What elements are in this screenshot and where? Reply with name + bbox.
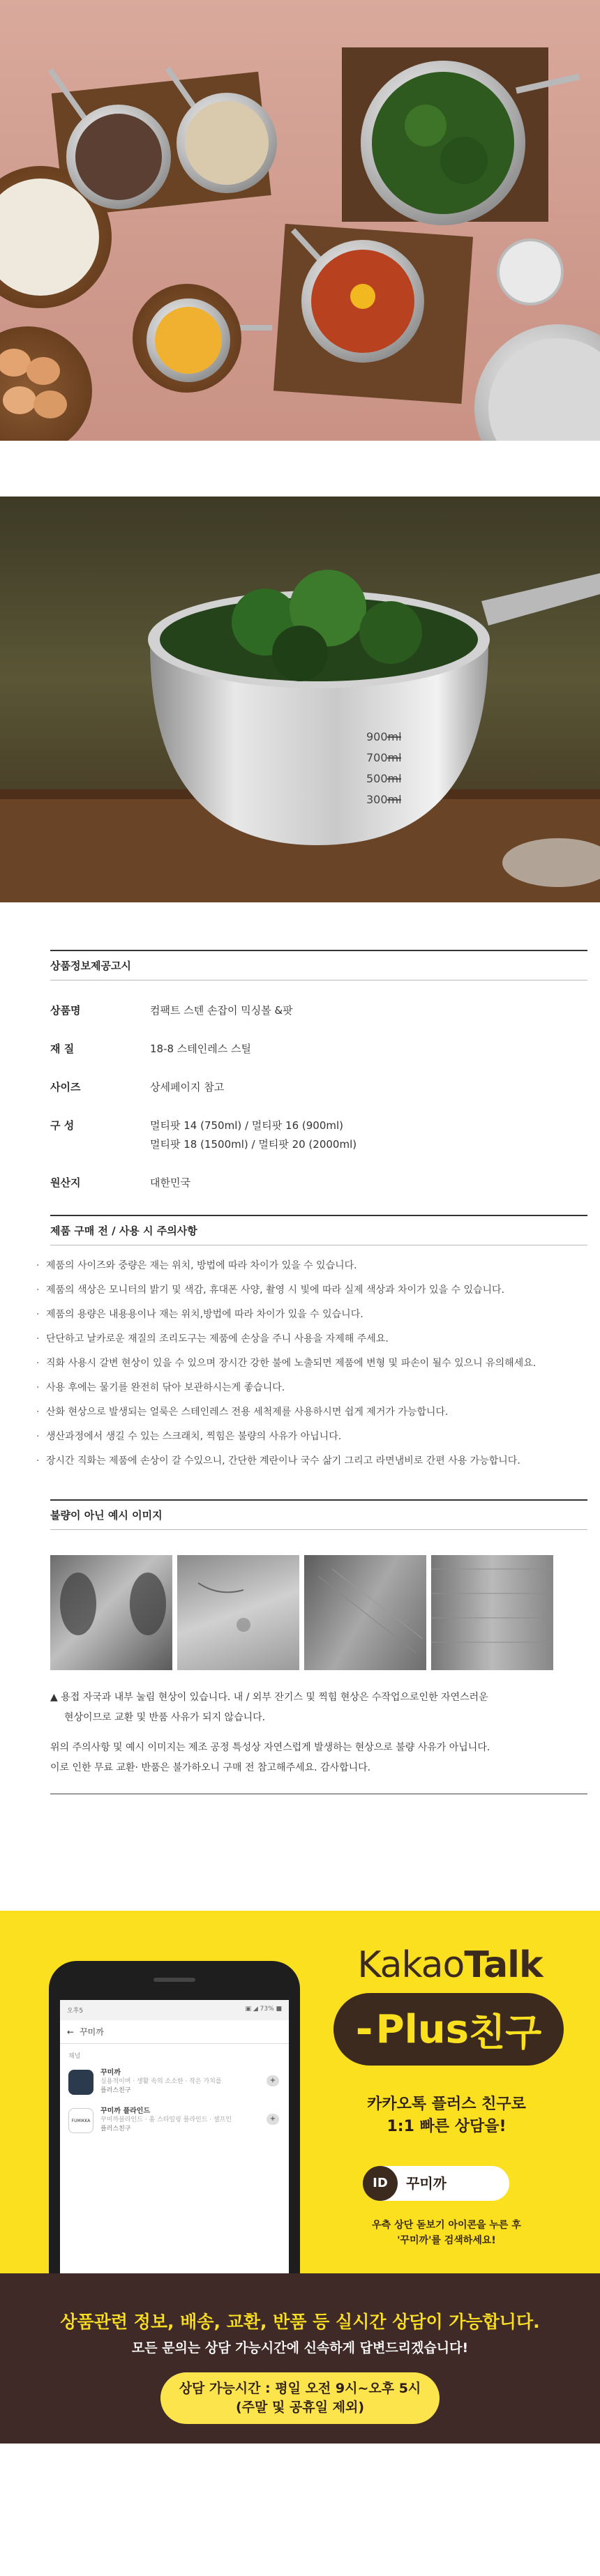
- logo-kakao: Kakao: [357, 1944, 465, 1986]
- measure-mark-1: 900ml: [366, 730, 402, 743]
- channel-1-desc: 실용적이며 · 생활 속의 소소한 · 작은 가치를: [100, 2078, 222, 2085]
- caution-item: · 산화 현상으로 발생되는 얼룩은 스테인레스 전용 세척제를 사용하시면 쉽게 제거가 가능합니다.: [38, 1400, 587, 1425]
- channel-1-name: 꾸미까: [100, 2069, 121, 2077]
- status-icons: ▣ ◢ 73% ■: [245, 2006, 282, 2013]
- phone-search-bar[interactable]: [60, 2020, 289, 2044]
- caution-title: 제품 구매 전 / 사용 시 주의사항: [50, 1215, 587, 1245]
- channel-2-avatar: FUMIKKA: [68, 2108, 93, 2133]
- channel-result-2[interactable]: [60, 2101, 289, 2139]
- product-photo-spinach-pot: [0, 497, 600, 902]
- friend-text: 친구: [469, 2010, 542, 2054]
- kakao-id-search[interactable]: [363, 2166, 509, 2201]
- tagline-1: 카카오톡 플러스 친구로: [367, 2096, 526, 2113]
- caution-item: · 생산과정에서 생길 수 있는 스크래치, 찍힘은 불량의 사유가 아닙니다.: [38, 1425, 587, 1449]
- add-channel-2-icon[interactable]: +: [267, 2114, 279, 2125]
- caution-item: · 제품의 색상은 모니터의 밝기 및 색감, 휴대폰 사양, 촬영 시 빛에 따라 실제 색상과 차이가 있을 수 있습니다.: [38, 1278, 587, 1303]
- spec-label: 원산지: [50, 1176, 81, 1189]
- spec-value: 상세페이지 참고: [150, 1081, 225, 1093]
- phone-screen: [60, 2000, 289, 2273]
- measure-mark-3: 500ml: [366, 772, 402, 785]
- spec-value: 18-8 스테인레스 스틸: [150, 1043, 252, 1055]
- product-info-section: [50, 950, 587, 1192]
- spec-row-size: [50, 1078, 587, 1097]
- defect-photo-weld: [50, 1555, 172, 1670]
- defect-photo-dent: [304, 1555, 426, 1670]
- caution-item: · 사용 후에는 물기를 완전히 닦아 보관하시는게 좋습니다.: [38, 1376, 587, 1400]
- caution-item: · 제품의 용량은 내용용이나 재는 위치,방법에 따라 차이가 있을 수 있습니다.: [38, 1303, 587, 1327]
- phone-status-bar: [60, 2000, 289, 2020]
- kakao-id-value: 꾸미까: [406, 2175, 447, 2192]
- defect-photo-surface: [431, 1555, 553, 1670]
- consult-hours: 상담 가능시간 : 평일 오전 9시~오후 5시: [179, 2381, 421, 2396]
- caution-item: · 제품의 사이즈와 중량은 재는 위치, 방법에 따라 차이가 있을 수 있습니다.: [38, 1254, 587, 1278]
- spec-value: 대한민국: [150, 1176, 190, 1189]
- logo-talk: Talk: [464, 1944, 543, 1986]
- plus-friend-badge: - Plus 친구: [333, 1993, 564, 2066]
- spec-row-name: [50, 1001, 587, 1020]
- defect-note-1-cont: 현상이므로 교환 및 반품 사유가 되지 않습니다.: [64, 1712, 266, 1723]
- consult-line-2: 모든 문의는 상담 가능시간에 신속하게 답변드리겠습니다!: [131, 2340, 469, 2356]
- channel-2-tag: 플러스친구: [100, 2126, 131, 2132]
- tagline-2: 1:1 빠른 상담을!: [387, 2118, 507, 2135]
- channel-1-avatar: [68, 2070, 93, 2095]
- caution-section: [46, 1215, 587, 1473]
- spec-value: 멀티팟 14 (750ml) / 멀티팟 16 (900ml): [150, 1119, 344, 1132]
- defect-notes: [50, 1688, 587, 1794]
- spinach-pot-illustration: [0, 497, 600, 902]
- defect-note-1: ▲ 용접 자국과 내부 눌림 현상이 있습니다. 내 / 외부 잔기스 및 찍힘 현상은 수작업으로인한 자연스러운: [50, 1692, 488, 1703]
- defect-photo-scratch: [177, 1555, 299, 1670]
- caution-item: · 직화 사용시 갈변 현상이 있을 수 있으며 장시간 강한 불에 노출되면 제품에 변형 및 파손이 될수 있으니 유의해세요.: [38, 1351, 587, 1376]
- status-time: 오후5: [67, 2008, 84, 2015]
- spec-value: 멀티팟 18 (1500ml) / 멀티팟 20 (2000ml): [150, 1138, 357, 1151]
- spec-label: 사이즈: [50, 1081, 81, 1093]
- kakaotalk-logo: [349, 1944, 551, 1986]
- kakao-plus-friend-banner: [0, 1911, 600, 2273]
- channel-2-desc: 꾸미까블라인드 · 홈 스타일링 플라인드 · 셀프인: [100, 2116, 232, 2123]
- defect-note-2: 위의 주의사항 및 예시 이미지는 제조 공정 특성상 자연스럽게 발생하는 현상으로 불량 사유가 아닙니다.: [50, 1742, 490, 1753]
- back-arrow-icon[interactable]: ←: [67, 2026, 75, 2037]
- consult-line-1: 상품관련 정보, 배송, 교환, 반품 등 실시간 상담이 가능합니다.: [60, 2312, 540, 2332]
- add-channel-1-icon[interactable]: +: [267, 2075, 279, 2086]
- flatlay-illustration: [0, 0, 600, 441]
- channel-result-1[interactable]: [60, 2063, 289, 2101]
- product-info-title: 상품정보제공고시: [50, 950, 587, 980]
- channel-1-tag: 플러스친구: [100, 2087, 131, 2094]
- spec-label: 상품명: [50, 1004, 81, 1017]
- spec-label: 구 성: [50, 1119, 75, 1132]
- plus-text: Plus: [375, 2006, 469, 2052]
- guide-2: '꾸미까'를 검색하세요!: [397, 2235, 496, 2246]
- spec-label: 재 질: [50, 1043, 75, 1055]
- kakao-tagline: [328, 2093, 565, 2138]
- consult-hours-note: (주말 및 공휴일 제외): [235, 2400, 365, 2415]
- defect-title: 불량이 아닌 예시 이미지: [50, 1499, 587, 1530]
- spec-row-material: [50, 1040, 587, 1059]
- spec-row-origin: [50, 1174, 587, 1192]
- kakao-guide: [328, 2218, 565, 2248]
- channel-2-name: 꾸미까 플라인드: [100, 2107, 151, 2115]
- spec-row-composition: [50, 1116, 587, 1154]
- consult-hours-pill: [160, 2372, 440, 2424]
- phone-speaker: [153, 1978, 195, 1982]
- id-badge: ID: [363, 2166, 398, 2201]
- defect-example-section: [50, 1499, 587, 1530]
- consultation-info: [0, 2273, 600, 2444]
- caution-item: · 단단하고 날카로운 재질의 조리도구는 제품에 손상을 주니 사용을 자제해 주세요.: [38, 1327, 587, 1351]
- caution-item: · 장시간 직화는 제품에 손상이 갈 수있으니, 간단한 계란이나 국수 삶기 그리고 라면냄비로 간편 사용 가능합니다.: [38, 1449, 587, 1473]
- product-photo-flatlay: [0, 0, 600, 441]
- search-query: 꾸미까: [80, 2027, 104, 2037]
- measure-mark-4: 300ml: [366, 793, 402, 806]
- defect-note-2-cont: 이로 인한 무료 교환· 반품은 불가하오니 구매 전 참고해주세요. 감사합니다.: [50, 1762, 371, 1773]
- channel-section-label: 채널: [68, 2053, 81, 2060]
- guide-1: 우측 상단 돋보기 아이콘을 누른 후: [372, 2220, 521, 2231]
- phone-mockup: [49, 1961, 300, 2273]
- spec-value: 컴팩트 스텐 손잡이 믹싱볼 &팟: [150, 1004, 293, 1017]
- measure-mark-2: 700ml: [366, 751, 402, 764]
